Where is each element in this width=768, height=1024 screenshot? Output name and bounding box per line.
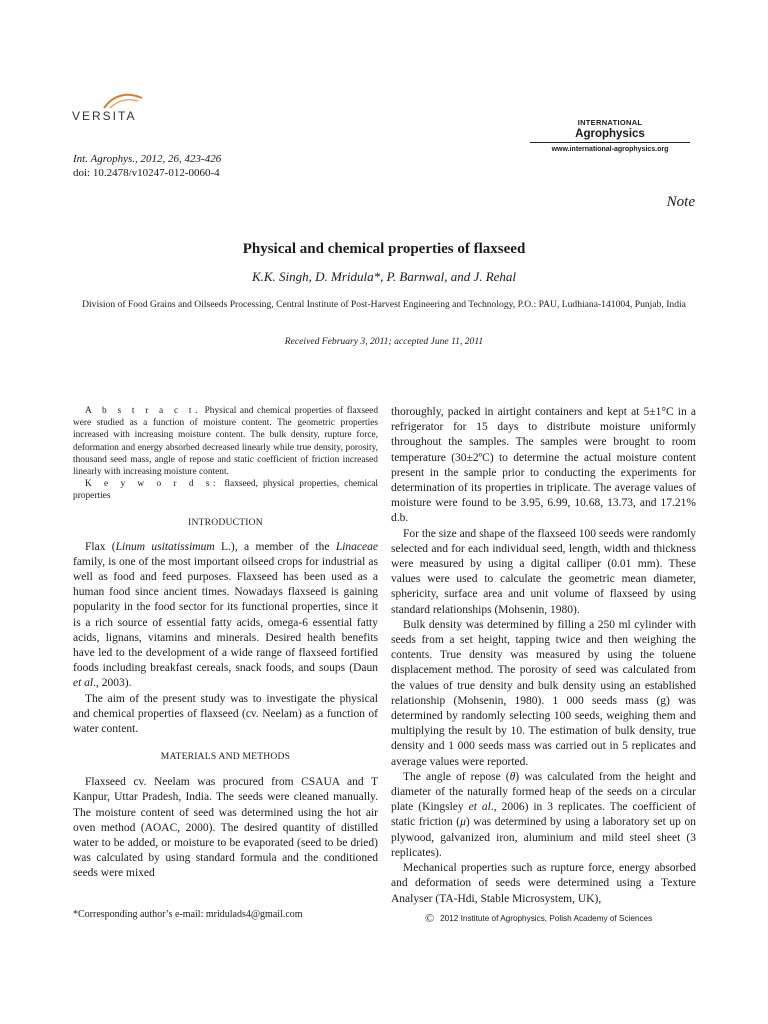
left-column: [73, 405, 378, 882]
author-list: K.K. Singh, D. Mridula*, P. Barnwal, and J. Rehal: [251, 269, 517, 284]
journal-name: Agrophysics: [575, 128, 645, 140]
copyright-notice: [425, 911, 652, 926]
abstract: [73, 405, 378, 478]
copyright-icon: ©: [425, 911, 435, 925]
received-dates: Received February 3, 2011; accepted June 11, 2011: [284, 336, 484, 347]
doi[interactable]: doi: 10.2478/v10247-012-0060-4: [73, 167, 220, 179]
keywords: [73, 478, 378, 502]
methods-paragraph-5: The angle of repose (θ) was calculated from the height and diameter of the naturally formed heap of the seeds on a circular plate (Kingsley et al., 2006) in 3 replicates. The coefficient of static friction (μ) was determined by using a laboratory set up on plywood, galvanized iron, aluminium and mild steel sheet (3 replicates).: [391, 770, 697, 859]
methods-paragraph-6: Mechanical properties such as rupture force, energy absorbed and deformation of seeds were determined using a Texture Analyser (TA-Hdi, Stable Microsystem, UK),: [391, 862, 696, 905]
methods-paragraph-4: Bulk density was determined by filling a 250 ml cylinder with seeds from a set height, tapping twice and then weighing the contents. True density was measured by using the toluene displacement method. The porosity of seed was calculated from the values of true density and bulk density using an established relationship (Mohsenin, 1980). 1 000 seeds mass (g) was determined by randomly selecting 100 seeds, weighing them and multiplying the result by 10. The estimation of bulk density, true density and 1 000 seeds mass was carried out in 5 replicates and average values were reported.: [391, 618, 696, 768]
species-name: Linum usitatissimum: [115, 540, 215, 553]
theta-symbol: θ: [509, 770, 516, 783]
right-column: [391, 405, 696, 907]
methods-paragraph-1: Flaxseed cv. Neelam was procured from CSAUA and T Kanpur, Uttar Pradesh, India. The seeds were cleaned manually. The moisture content of seed was determined using the hot air oven method (AOAC, 2000). The desired quantity of distilled water to be added, or moisture to be evaporated (seed to be dried) was calculated by using standard formula and the conditioned seeds were mixed: [73, 776, 378, 880]
article-title: Physical and chemical properties of flaxseed: [242, 241, 526, 257]
section-heading-introduction: INTRODUCTION: [188, 516, 263, 528]
journal-masthead: [530, 118, 690, 153]
keywords-text: flaxseed, physical properties, chemical properties: [73, 479, 379, 502]
logo-text: VERSITA: [72, 109, 137, 123]
article-type: Note: [666, 194, 695, 210]
citation-block: [73, 152, 221, 180]
affiliation: Division of Food Grains and Oilseeds Processing, Central Institute of Post-Harvest Engineering and Technology, P.O.: PAU, Ludhiana-141004, Punjab, India: [82, 299, 686, 310]
abstract-text: Physical and chemical properties of flaxseed were studied as a function of moisture content. The geometric properties increased with increasing moisture content. The bulk density, rupture force, deformation and energy absorbed decreased linearly while true density, porosity, thousand seed mass, angle of repose and static coefficient of friction increased linearly with increasing moisture content.: [73, 406, 379, 478]
citation: Int. Agrophys., 2012, 26, 423-426: [73, 153, 222, 165]
copyright-text: 2012 Institute of Agrophysics, Polish Academy of Sciences: [440, 914, 653, 923]
journal-label: INTERNATIONAL: [577, 118, 643, 127]
versita-swoosh-icon: [102, 92, 144, 110]
versita-logo: [72, 92, 152, 126]
family-name: Linaceae: [335, 540, 378, 553]
journal-divider: [530, 142, 690, 143]
keywords-label: K e y w o r d s:: [85, 479, 220, 490]
section-heading-methods: MATERIALS AND METHODS: [160, 751, 291, 763]
intro-paragraph-1: Flax (Linum usitatissimum L.), a member of the Linaceae family, is one of the most important oilseed crops for industrial as well as food and feed purposes. Flaxseed has been used as a human food since ancient times. Nowadays flaxseed is gaining popularity in the food sector for its functional properties, since it is a rich source of essential fatty acids, omega-6 essential fatty acids, lignans, vitamins and minerals. Desired health benefits have led to the development of a wide range of flaxseed fortified foods including breakfast cereals, snack foods, and soups (Daun et al., 2003).: [73, 540, 378, 690]
corresponding-author-footnote: *Corresponding author’s e-mail: mridulads4@gmail.com: [73, 909, 303, 920]
intro-paragraph-2: The aim of the present study was to investigate the physical and chemical properties of flaxseed (cv. Neelam) as a function of water content.: [73, 692, 378, 736]
mu-symbol: μ: [460, 816, 466, 829]
methods-paragraph-3: For the size and shape of the flaxseed 100 seeds were randomly selected and for each individual seed, length, width and thickness were measured by using a digital calliper (0.01 mm). These values were used to calculate the geometric mean diameter, sphericity, surface area and unit volume of flaxseed by using standard relationships (Mohsenin, 1980).: [391, 527, 696, 616]
journal-url[interactable]: www.international-agrophysics.org: [551, 146, 669, 153]
methods-paragraph-2: thoroughly, packed in airtight containers and kept at 5±1°C in a refrigerator for 15 days to distribute moisture uniformly throughout the samples. The samples were brought to room temperature (30±2ºC) to determine the actual moisture content present in the sample prior to conducting the experiments for determination of its properties in triplicate. The average values of moisture were found to be 3.95, 6.99, 10.68, 13.73, and 17.21% d.b.: [391, 406, 696, 525]
abstract-label: A b s t r a c t.: [85, 406, 202, 416]
